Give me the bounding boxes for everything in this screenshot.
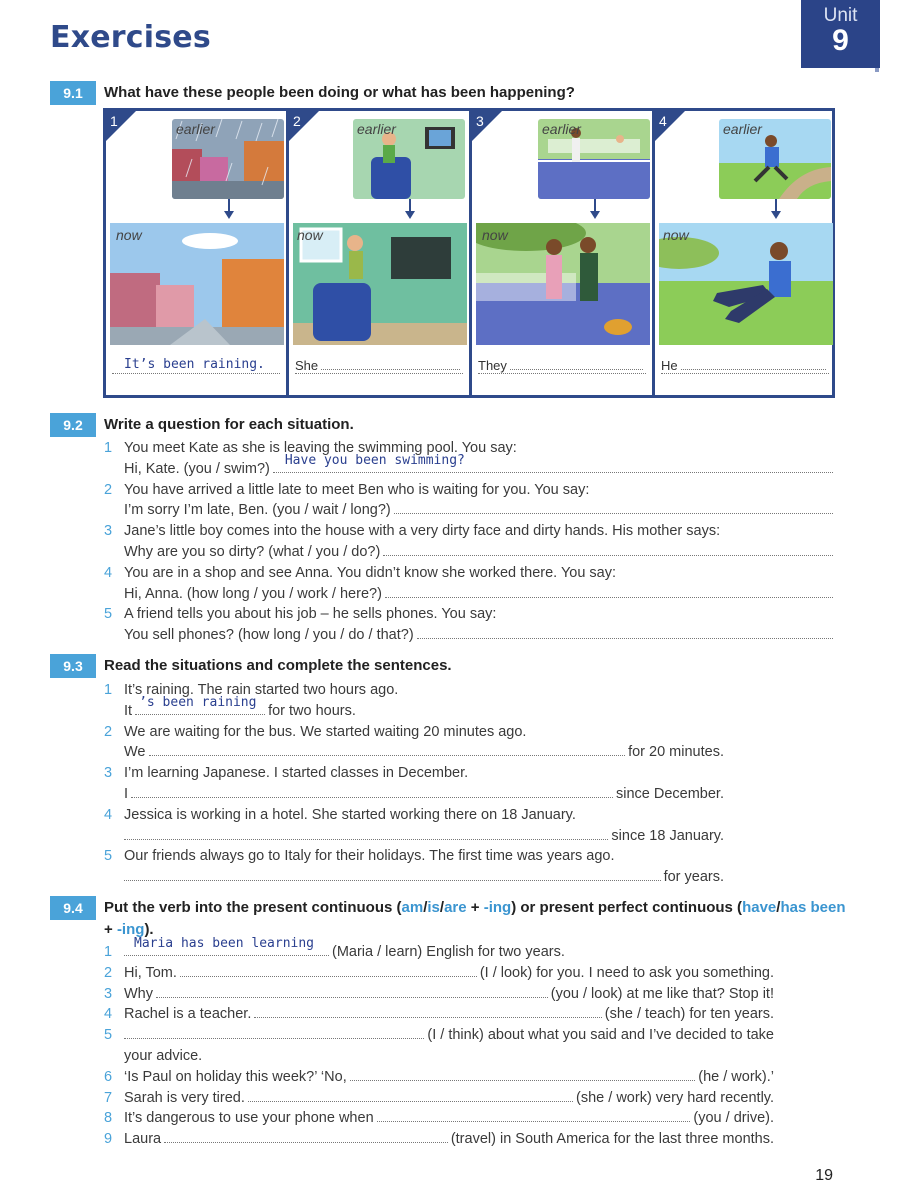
now-label: now <box>297 227 323 243</box>
answer-line[interactable] <box>104 500 836 521</box>
item-number: 2 <box>104 723 113 740</box>
picture-answer-line[interactable] <box>295 356 463 373</box>
picture-answer-line[interactable] <box>112 356 280 372</box>
sentence-end: since 18 January. <box>611 827 724 844</box>
answer-line[interactable]: 2 Hi, Tom. (I / look) for you. I need to ask you something. <box>104 964 774 981</box>
page-number: 19 <box>815 1167 833 1184</box>
answer-line[interactable]: 8 It’s dangerous to use your phone when (you / drive). <box>104 1110 774 1127</box>
exercise-9-2-header <box>50 413 354 437</box>
exercise-9-1-header <box>50 81 575 105</box>
item-situation: I’m learning Japanese. I started classes in December. <box>124 765 469 782</box>
exercise-instruction: Read the situations and complete the sentences. <box>104 657 452 674</box>
answer-line[interactable]: 5 (I / think) about what you said and I’ve decided to take <box>104 1027 774 1044</box>
answer-line[interactable] <box>104 826 724 847</box>
sentence-start: It <box>124 702 133 719</box>
item-prompt: Why are you so dirty? (what / you / do?) <box>124 543 381 560</box>
exercise-9-2-items <box>104 438 836 646</box>
answer-line[interactable]: 9 Laura (travel) in South America for the last three months. <box>104 1131 774 1148</box>
handwritten-answer: ’s been raining <box>139 695 257 710</box>
item-situation: You are in a shop and see Anna. You didn’t know she worked there. You say: <box>124 564 617 581</box>
earlier-label: earlier <box>723 121 762 137</box>
answer-line[interactable] <box>104 742 724 763</box>
answer-line[interactable] <box>104 542 836 563</box>
picture-answer-line[interactable] <box>478 356 646 373</box>
sentence-end: for two hours. <box>268 702 356 719</box>
item-number: 3 <box>104 765 113 782</box>
answer-line[interactable]: 1 Maria has been learning (Maria / learn) English for two years. <box>104 936 565 960</box>
item-number: 1 <box>104 682 113 698</box>
sentence-end: since December. <box>616 785 724 802</box>
exercise-badge: 9.4 <box>50 896 96 920</box>
answer-line[interactable] <box>104 784 724 805</box>
now-label: now <box>482 227 508 243</box>
exercise-badge: 9.1 <box>50 81 96 105</box>
item-prompt: You sell phones? (how long / you / do / that?) <box>124 627 414 644</box>
answer-line[interactable] <box>104 695 724 722</box>
answer-line[interactable] <box>104 625 836 646</box>
exercise-9-4-items <box>104 936 774 1150</box>
exercise-instruction: Put the verb into the present continuous (am/is/are + -ing) or present perfect continuous (have/has been + -ing). <box>104 899 846 938</box>
sentence-end: for 20 minutes. <box>628 744 724 761</box>
item-situation: Jessica is working in a hotel. She started working there on 18 January. <box>124 806 576 823</box>
item-number: 5 <box>104 606 113 623</box>
item-prompt: Hi, Kate. (you / swim?) <box>124 460 270 477</box>
earlier-label: earlier <box>542 121 581 137</box>
exercise-instruction: Write a question for each situation. <box>104 416 354 433</box>
item-situation: You have arrived a little late to meet Ben who is waiting for you. You say: <box>124 481 590 498</box>
answer-line[interactable]: 6 ‘Is Paul on holiday this week?’ ‘No, (he / work).’ <box>104 1068 774 1085</box>
unit-number: 9 <box>832 24 849 57</box>
answer-line[interactable]: 3 Why (you / look) at me like that? Stop it! <box>104 985 774 1002</box>
item-number: 4 <box>104 564 113 581</box>
sentence-start: She <box>295 358 319 373</box>
earlier-label: earlier <box>176 121 215 137</box>
item-situation: A friend tells you about his job – he sells phones. You say: <box>124 606 497 623</box>
picture-answer-line[interactable] <box>661 356 829 373</box>
sentence-end: for years. <box>663 869 724 886</box>
sentence-start: He <box>661 358 678 373</box>
earlier-label: earlier <box>357 121 396 137</box>
item-situation: We are waiting for the bus. We started waiting 20 minutes ago. <box>124 723 527 740</box>
exercise-badge: 9.2 <box>50 413 96 437</box>
picture-2 <box>286 111 466 395</box>
picture-1 <box>106 111 286 395</box>
handwritten-answer: Maria has been learning <box>134 936 315 952</box>
answer-line[interactable] <box>104 867 724 888</box>
picture-3 <box>469 111 649 395</box>
unit-label: Unit <box>823 5 858 26</box>
picture-number: 3 <box>476 113 484 129</box>
answer-line[interactable] <box>104 584 836 605</box>
picture-4 <box>652 111 832 395</box>
item-number: 1 <box>104 440 113 456</box>
answer-line[interactable]: 4 Rachel is a teacher. (she / teach) for ten years. <box>104 1006 774 1023</box>
sentence-start: We <box>124 744 146 761</box>
sentence-start: They <box>478 358 507 373</box>
answer-line[interactable]: 7 Sarah is very tired. (she / work) very hard recently. <box>104 1089 774 1106</box>
answer-line-continued: your advice. <box>124 1047 203 1064</box>
handwritten-answer: It’s been raining. <box>124 357 265 372</box>
item-number: 5 <box>104 848 113 865</box>
picture-number: 4 <box>659 113 667 129</box>
exercise-instruction: What have these people been doing or what has been happening? <box>104 84 575 101</box>
unit-tab <box>801 0 880 68</box>
page-title: Exercises <box>50 20 211 55</box>
item-situation: You meet Kate as she is leaving the swimming pool. You say: <box>124 440 517 456</box>
picture-panel <box>103 108 835 398</box>
item-prompt: I’m sorry I’m late, Ben. (you / wait / long?) <box>124 502 391 519</box>
item-situation: It’s raining. The rain started two hours ago. <box>124 682 399 698</box>
now-label: now <box>663 227 689 243</box>
exercise-9-3-header <box>50 654 452 678</box>
item-prompt: Hi, Anna. (how long / you / work / here?) <box>124 585 382 602</box>
exercise-9-3-items <box>104 680 724 888</box>
handwritten-answer: Have you been swimming? <box>284 453 465 468</box>
item-number: 3 <box>104 523 113 540</box>
now-label: now <box>116 227 142 243</box>
item-situation: Our friends always go to Italy for their holidays. The first time was years ago. <box>124 848 615 865</box>
picture-number: 1 <box>110 113 118 129</box>
sentence-start: I <box>124 785 129 802</box>
answer-line[interactable] <box>104 453 836 480</box>
picture-number: 2 <box>293 113 301 129</box>
item-number: 4 <box>104 806 113 823</box>
item-situation: Jane’s little boy comes into the house with a very dirty face and dirty hands. His mother says: <box>124 523 721 540</box>
item-number: 2 <box>104 481 113 498</box>
exercise-badge: 9.3 <box>50 654 96 678</box>
